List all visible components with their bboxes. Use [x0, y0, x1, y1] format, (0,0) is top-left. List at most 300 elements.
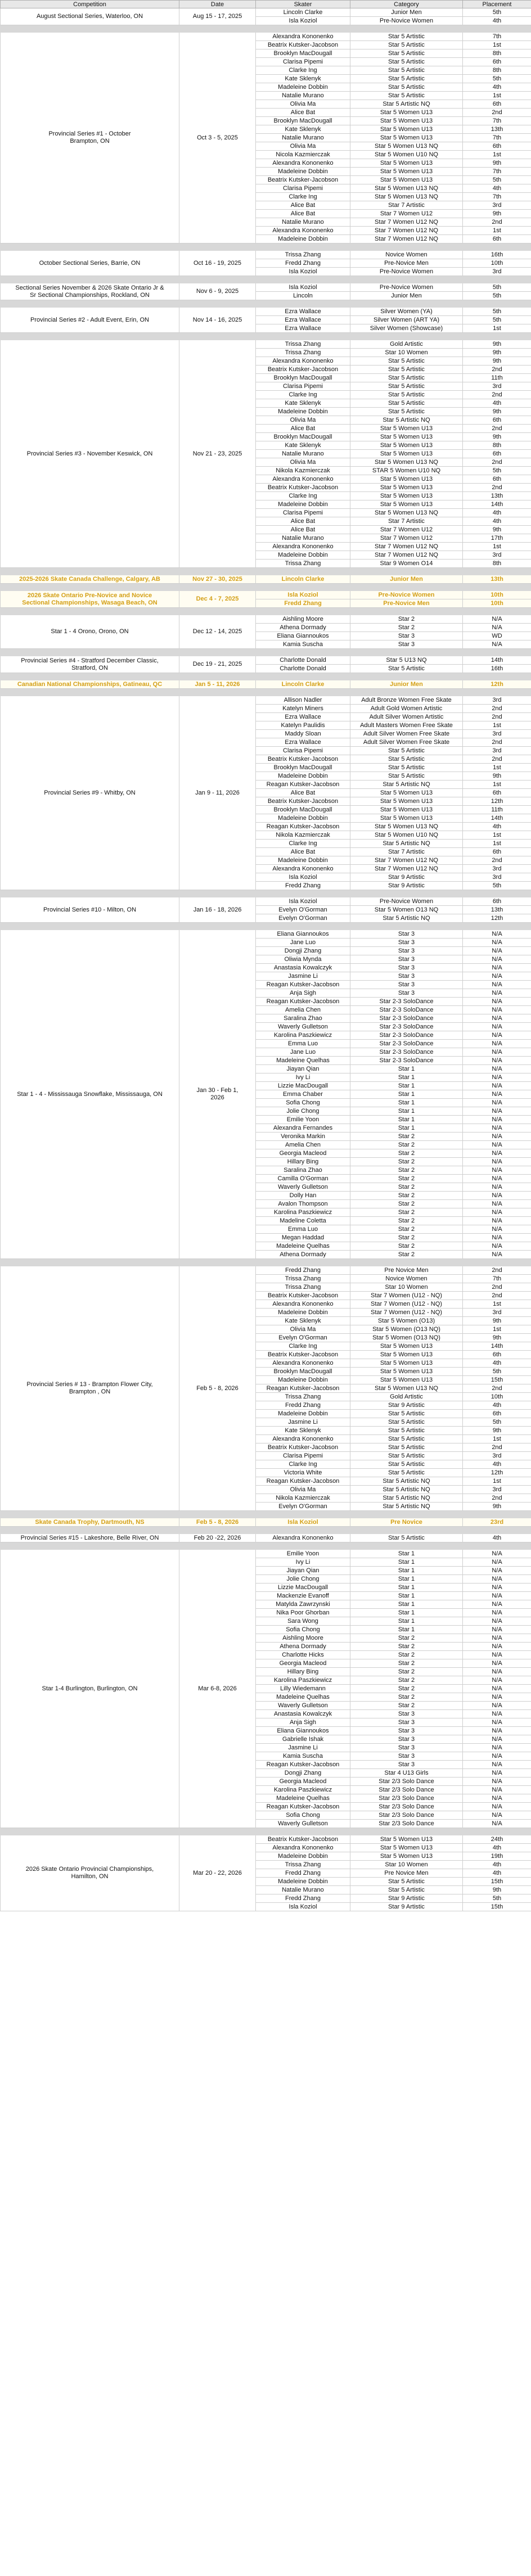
skater-cell: Brooklyn MacDougall — [256, 433, 350, 441]
skater-cell: Nikola Kazmierczak — [256, 467, 350, 475]
event-separator — [1, 673, 531, 680]
placement-cell: 8th — [463, 66, 531, 75]
skater-cell: Alexandra Kononenko — [256, 543, 350, 551]
category-cell: Star 5 Women (O13 NQ) — [350, 1334, 463, 1342]
category-cell: Star 7 Women U12 — [350, 210, 463, 218]
placement-cell: N/A — [463, 947, 531, 955]
skater-cell: Nika Poor Ghorban — [256, 1609, 350, 1617]
placement-cell: 4th — [463, 823, 531, 831]
skater-cell: Trissa Zhang — [256, 349, 350, 357]
date-cell: Jan 5 - 11, 2026 — [179, 680, 256, 689]
category-cell: Star 2 — [350, 1643, 463, 1651]
skater-cell: Madeline Coletta — [256, 1217, 350, 1225]
skater-cell: Waverly Gulletson — [256, 1702, 350, 1710]
category-cell: Star 5 Women U13 — [350, 176, 463, 184]
skater-cell: Olivia Ma — [256, 142, 350, 151]
placement-cell: 9th — [463, 159, 531, 168]
category-cell: Star 9 Artistic — [350, 873, 463, 882]
skater-cell: Alice Bat — [256, 201, 350, 210]
category-cell: Star 2-3 SoloDance — [350, 1023, 463, 1031]
skater-cell: Anastasia Kowalczyk — [256, 1710, 350, 1718]
placement-cell: N/A — [463, 1251, 531, 1259]
skater-cell: Kamia Suscha — [256, 640, 350, 649]
category-cell: Star 2/3 Solo Dance — [350, 1794, 463, 1803]
event-separator — [1, 276, 531, 283]
skater-cell: Sofia Chong — [256, 1099, 350, 1107]
category-cell: Star 5 Women U13 — [350, 425, 463, 433]
category-cell: Star 5 Women U10 NQ — [350, 831, 463, 840]
placement-cell: 2nd — [463, 1266, 531, 1275]
placement-cell: 5th — [463, 283, 531, 292]
placement-cell: 13th — [463, 906, 531, 914]
placement-cell: 5th — [463, 316, 531, 324]
placement-cell: N/A — [463, 1133, 531, 1141]
date-cell: Aug 15 - 17, 2025 — [179, 8, 256, 25]
placement-cell: 4th — [463, 1861, 531, 1869]
skater-cell: Fredd Zhang — [256, 1401, 350, 1410]
skater-cell: Trissa Zhang — [256, 1393, 350, 1401]
skater-cell: Fredd Zhang — [256, 259, 350, 268]
placement-cell: 2nd — [463, 484, 531, 492]
skater-cell: Evelyn O'Gorman — [256, 1503, 350, 1511]
placement-cell: 2nd — [463, 755, 531, 764]
skater-cell: Ezra Wallace — [256, 316, 350, 324]
placement-cell: N/A — [463, 1575, 531, 1584]
category-cell: Adult Gold Women Artistic — [350, 705, 463, 713]
category-cell: Star 5 U13 NQ — [350, 656, 463, 665]
placement-cell: N/A — [463, 1727, 531, 1735]
skater-cell: Beatrix Kutsker-Jacobson — [256, 1835, 350, 1844]
skater-cell: Madeleine Dobbin — [256, 772, 350, 781]
category-cell: Star 3 — [350, 1718, 463, 1727]
placement-cell: N/A — [463, 1794, 531, 1803]
skater-cell: Reagan Kutsker-Jacobson — [256, 1384, 350, 1393]
placement-cell: 13th — [463, 492, 531, 500]
placement-cell: 10th — [463, 591, 531, 599]
category-cell: Star 2 — [350, 1200, 463, 1208]
competition-cell: October Sectional Series, Barrie, ON — [1, 251, 179, 276]
skater-cell: Fredd Zhang — [256, 1894, 350, 1903]
event-separator — [1, 923, 531, 930]
separator-cell — [1, 890, 531, 897]
skater-cell: Clarke Ing — [256, 1460, 350, 1469]
category-cell: Star 5 Artistic NQ — [350, 100, 463, 109]
result-row — [1, 251, 531, 259]
skater-cell: Kate Sklenyk — [256, 125, 350, 134]
placement-cell: 11th — [463, 806, 531, 814]
competition-cell: Skate Canada Trophy, Dartmouth, NS — [1, 1518, 179, 1527]
category-cell: Star 2-3 SoloDance — [350, 1048, 463, 1057]
skater-cell: Reagan Kutsker-Jacobson — [256, 781, 350, 789]
placement-cell: 7th — [463, 33, 531, 41]
category-cell: Pre-Novice Women — [350, 283, 463, 292]
skater-cell: Fredd Zhang — [256, 882, 350, 890]
skater-cell: Clarke Ing — [256, 391, 350, 399]
skater-cell: Brooklyn MacDougall — [256, 374, 350, 382]
placement-cell: 1st — [463, 721, 531, 730]
category-cell: Pre-Novice Women — [350, 17, 463, 25]
category-cell: Star 5 Artistic — [350, 1460, 463, 1469]
category-cell: Star 3 — [350, 1744, 463, 1752]
category-cell: Star 7 Women U12 NQ — [350, 235, 463, 243]
placement-cell: 2nd — [463, 1494, 531, 1503]
result-row — [1, 591, 531, 599]
category-cell: Star 3 — [350, 955, 463, 964]
skater-cell: Madeleine Dobbin — [256, 856, 350, 865]
category-cell: Star 1 — [350, 1600, 463, 1609]
category-cell: Star 2 — [350, 1685, 463, 1693]
category-cell: Star 7 Women U12 NQ — [350, 218, 463, 227]
placement-cell: N/A — [463, 1769, 531, 1778]
category-cell: Star 2 — [350, 1251, 463, 1259]
skater-cell: Hillary Bing — [256, 1668, 350, 1676]
result-row — [1, 1266, 531, 1275]
placement-cell: 17th — [463, 534, 531, 543]
category-cell: Star 5 Artistic — [350, 1410, 463, 1418]
placement-cell: 9th — [463, 210, 531, 218]
placement-cell: N/A — [463, 1735, 531, 1744]
skater-cell: Isla Koziol — [256, 591, 350, 599]
placement-cell: 2nd — [463, 425, 531, 433]
placement-cell: N/A — [463, 1234, 531, 1242]
placement-cell: 6th — [463, 235, 531, 243]
skater-cell: Ivy Li — [256, 1558, 350, 1567]
placement-cell: 2nd — [463, 391, 531, 399]
placement-cell: 1st — [463, 324, 531, 333]
category-cell: Star 2 — [350, 1166, 463, 1175]
competition-cell: Provincial Series #1 - October Brampton, ON — [1, 33, 179, 243]
category-cell: Star 1 — [350, 1124, 463, 1133]
skater-cell: Waverly Gulletson — [256, 1820, 350, 1828]
date-cell: Mar 20 - 22, 2026 — [179, 1835, 256, 1911]
category-cell: Star 2-3 SoloDance — [350, 998, 463, 1006]
placement-cell: 4th — [463, 17, 531, 25]
placement-cell: N/A — [463, 1685, 531, 1693]
category-cell: Pre-Novice Women — [350, 591, 463, 599]
placement-cell: 7th — [463, 117, 531, 125]
skater-cell: Emma Chaber — [256, 1090, 350, 1099]
event-separator — [1, 584, 531, 591]
category-cell: Star 5 Women U13 — [350, 159, 463, 168]
category-cell: Star 2-3 SoloDance — [350, 1031, 463, 1040]
category-cell: Silver Women (ART YA) — [350, 316, 463, 324]
skater-cell: Emma Luo — [256, 1040, 350, 1048]
date-cell: Oct 16 - 19, 2025 — [179, 251, 256, 276]
skater-cell: Natalie Murano — [256, 134, 350, 142]
category-cell: Star 3 — [350, 972, 463, 981]
category-cell: Pre-Novice Women — [350, 268, 463, 276]
placement-cell: N/A — [463, 1048, 531, 1057]
skater-cell: Isla Koziol — [256, 1518, 350, 1527]
placement-cell: N/A — [463, 930, 531, 939]
skater-cell: Madeleine Dobbin — [256, 1410, 350, 1418]
placement-cell: N/A — [463, 1617, 531, 1626]
skater-cell: Alexandra Kononenko — [256, 1435, 350, 1443]
placement-cell: N/A — [463, 1567, 531, 1575]
placement-cell: N/A — [463, 1634, 531, 1643]
skater-cell: Nicola Kazmierczak — [256, 151, 350, 159]
skater-cell: Karolina Paszkiewicz — [256, 1208, 350, 1217]
category-cell: Star 1 — [350, 1584, 463, 1592]
placement-cell: 12th — [463, 1469, 531, 1477]
category-cell: STAR 5 Women U10 NQ — [350, 467, 463, 475]
skater-cell: Fredd Zhang — [256, 1869, 350, 1878]
skater-cell: Reagan Kutsker-Jacobson — [256, 1761, 350, 1769]
placement-cell: 23rd — [463, 1518, 531, 1527]
skater-cell: Jasmine Li — [256, 972, 350, 981]
category-cell: Star 5 Women U13 NQ — [350, 142, 463, 151]
placement-cell: N/A — [463, 1141, 531, 1149]
date-cell: Nov 14 - 16, 2025 — [179, 308, 256, 333]
category-cell: Star 1 — [350, 1116, 463, 1124]
category-cell: Star 5 Women (O13) — [350, 1317, 463, 1325]
separator-cell — [1, 649, 531, 656]
placement-cell: 3rd — [463, 1486, 531, 1494]
event-separator — [1, 890, 531, 897]
category-cell: Star 5 Artistic — [350, 41, 463, 49]
skater-cell: Jane Luo — [256, 939, 350, 947]
category-cell: Star 3 — [350, 964, 463, 972]
category-cell: Star 2 — [350, 1242, 463, 1251]
placement-cell: 3rd — [463, 730, 531, 738]
placement-cell: 5th — [463, 1418, 531, 1427]
skater-cell: Ezra Wallace — [256, 308, 350, 316]
category-cell: Star 1 — [350, 1567, 463, 1575]
skater-cell: Jane Luo — [256, 1048, 350, 1057]
category-cell: Star 1 — [350, 1575, 463, 1584]
category-cell: Star 5 Women U13 — [350, 789, 463, 797]
category-cell: Star 1 — [350, 1082, 463, 1090]
result-row — [1, 897, 531, 906]
category-cell: Star 5 Women U13 — [350, 484, 463, 492]
skater-cell: Lincoln — [256, 292, 350, 300]
skater-cell: Natalie Murano — [256, 218, 350, 227]
category-cell: Star 5 Women U13 — [350, 1844, 463, 1852]
placement-cell: N/A — [463, 998, 531, 1006]
placement-cell: 1st — [463, 840, 531, 848]
category-cell: Star 9 Artistic — [350, 882, 463, 890]
result-row — [1, 283, 531, 292]
competition-cell: Star 1-4 Burlington, Burlington, ON — [1, 1550, 179, 1828]
category-cell: Star 7 Women U12 — [350, 534, 463, 543]
placement-cell: N/A — [463, 981, 531, 989]
skater-cell: Lincoln Clarke — [256, 680, 350, 689]
category-cell: Star 7 Women U12 NQ — [350, 227, 463, 235]
placement-cell: N/A — [463, 1116, 531, 1124]
category-cell: Star 2/3 Solo Dance — [350, 1820, 463, 1828]
placement-cell: 9th — [463, 1503, 531, 1511]
placement-cell: N/A — [463, 1718, 531, 1727]
skater-cell: Alice Bat — [256, 848, 350, 856]
category-cell: Star 5 Artistic — [350, 1452, 463, 1460]
category-cell: Gold Artistic — [350, 340, 463, 349]
separator-cell — [1, 1259, 531, 1266]
category-cell: Star 1 — [350, 1592, 463, 1600]
skater-cell: Madeleine Quelhas — [256, 1057, 350, 1065]
skater-cell: Brooklyn MacDougall — [256, 764, 350, 772]
skater-cell: Reagan Kutsker-Jacobson — [256, 823, 350, 831]
competition-cell: 2026 Skate Ontario Pre-Novice and Novice Sectional Championships, Wasaga Beach, ON — [1, 591, 179, 608]
skater-cell: Lincoln Clarke — [256, 575, 350, 584]
separator-cell — [1, 673, 531, 680]
category-cell: Star 1 — [350, 1617, 463, 1626]
category-cell: Star 5 Women U13 — [350, 441, 463, 450]
skater-cell: Avalon Thompson — [256, 1200, 350, 1208]
category-cell: Star 10 Women — [350, 1283, 463, 1292]
result-row — [1, 1835, 531, 1844]
placement-cell: 8th — [463, 49, 531, 58]
skater-cell: Beatrix Kutsker-Jacobson — [256, 1351, 350, 1359]
category-cell: Star 5 Women U13 NQ — [350, 184, 463, 193]
skater-cell: Kate Sklenyk — [256, 1317, 350, 1325]
date-cell: Nov 6 - 9, 2025 — [179, 283, 256, 300]
placement-cell: N/A — [463, 989, 531, 998]
separator-cell — [1, 1828, 531, 1835]
date-cell: Jan 30 - Feb 1, 2026 — [179, 930, 256, 1259]
skater-cell: Brooklyn MacDougall — [256, 117, 350, 125]
category-cell: Star 5 Artistic — [350, 1435, 463, 1443]
skater-cell: Eliana Giannoukos — [256, 632, 350, 640]
category-cell: Star 3 — [350, 981, 463, 989]
skater-cell: Beatrix Kutsker-Jacobson — [256, 366, 350, 374]
placement-cell: 5th — [463, 467, 531, 475]
category-cell: Star 7 Artistic — [350, 848, 463, 856]
category-cell: Star 9 Women O14 — [350, 560, 463, 568]
placement-cell: 4th — [463, 509, 531, 517]
skater-cell: Karolina Paszkiewicz — [256, 1031, 350, 1040]
category-cell: Star 7 Women (U12 - NQ) — [350, 1292, 463, 1300]
skater-cell: Alexandra Kononenko — [256, 33, 350, 41]
category-cell: Star 3 — [350, 1710, 463, 1718]
skater-cell: Clarisa Pipemi — [256, 184, 350, 193]
placement-cell: N/A — [463, 1175, 531, 1183]
skater-cell: Ivy Li — [256, 1073, 350, 1082]
placement-cell: 12th — [463, 797, 531, 806]
category-cell: Star 5 Women U13 — [350, 797, 463, 806]
category-cell: Star 2 — [350, 1234, 463, 1242]
category-cell: Star 5 Artistic — [350, 1534, 463, 1542]
skater-cell: Madeleine Quelhas — [256, 1794, 350, 1803]
skater-cell: Trissa Zhang — [256, 560, 350, 568]
placement-cell: 9th — [463, 1427, 531, 1435]
placement-cell: 6th — [463, 848, 531, 856]
competition-cell: Provincial Series #15 - Lakeshore, Belle River, ON — [1, 1534, 179, 1542]
skater-cell: Alice Bat — [256, 109, 350, 117]
placement-cell: N/A — [463, 1702, 531, 1710]
placement-cell: N/A — [463, 1626, 531, 1634]
category-cell: Star 7 Women U12 NQ — [350, 856, 463, 865]
category-cell: Star 5 Artistic — [350, 764, 463, 772]
placement-cell: 1st — [463, 831, 531, 840]
category-cell: Star 7 Women (U12 - NQ) — [350, 1309, 463, 1317]
placement-cell: 3rd — [463, 1452, 531, 1460]
event-separator — [1, 1542, 531, 1550]
event-separator — [1, 300, 531, 308]
skater-cell: Beatrix Kutsker-Jacobson — [256, 484, 350, 492]
skater-cell: Matylda Zawrzynski — [256, 1600, 350, 1609]
skater-cell: Madeleine Dobbin — [256, 500, 350, 509]
skater-cell: Reagan Kutsker-Jacobson — [256, 981, 350, 989]
skater-cell: Clarisa Pipemi — [256, 1452, 350, 1460]
skater-cell: Brooklyn MacDougall — [256, 1368, 350, 1376]
skater-cell: Lizzie MacDougall — [256, 1584, 350, 1592]
category-cell: Star 3 — [350, 1735, 463, 1744]
placement-cell: 6th — [463, 450, 531, 458]
placement-cell: N/A — [463, 1668, 531, 1676]
placement-cell: N/A — [463, 1124, 531, 1133]
category-cell: Star 5 Artistic — [350, 357, 463, 366]
category-cell: Star 2 — [350, 1158, 463, 1166]
skater-cell: Trissa Zhang — [256, 1283, 350, 1292]
placement-cell: N/A — [463, 1609, 531, 1617]
placement-cell: 3rd — [463, 1309, 531, 1317]
placement-cell: N/A — [463, 1107, 531, 1116]
category-cell: Star 5 Artistic — [350, 366, 463, 374]
category-cell: Star 3 — [350, 989, 463, 998]
category-cell: Star 7 Women U12 NQ — [350, 543, 463, 551]
category-cell: Junior Men — [350, 680, 463, 689]
skater-cell: Madeleine Dobbin — [256, 1376, 350, 1384]
placement-cell: 5th — [463, 882, 531, 890]
placement-cell: 3rd — [463, 873, 531, 882]
placement-cell: N/A — [463, 1031, 531, 1040]
placement-cell: N/A — [463, 1006, 531, 1014]
skater-cell: Brooklyn MacDougall — [256, 806, 350, 814]
placement-cell: 3rd — [463, 201, 531, 210]
placement-cell: 3rd — [463, 747, 531, 755]
category-cell: Star 5 Artistic — [350, 1878, 463, 1886]
skater-cell: Madeleine Dobbin — [256, 1852, 350, 1861]
category-cell: Star 5 Women U13 — [350, 1376, 463, 1384]
category-cell: Star 5 Artistic NQ — [350, 914, 463, 923]
placement-cell: 6th — [463, 1410, 531, 1418]
placement-cell: N/A — [463, 1192, 531, 1200]
skater-cell: Sofia Chong — [256, 1626, 350, 1634]
skater-cell: Charlotte Hicks — [256, 1651, 350, 1659]
skater-cell: Alice Bat — [256, 526, 350, 534]
placement-cell: N/A — [463, 615, 531, 624]
category-cell: Star 3 — [350, 947, 463, 955]
result-row — [1, 1534, 531, 1542]
skater-cell: Sofia Chong — [256, 1811, 350, 1820]
skater-cell: Megan Haddad — [256, 1234, 350, 1242]
placement-cell: N/A — [463, 972, 531, 981]
category-cell: Star 3 — [350, 1752, 463, 1761]
skater-cell: Natalie Murano — [256, 534, 350, 543]
separator-cell — [1, 276, 531, 283]
category-cell: Star 2/3 Solo Dance — [350, 1778, 463, 1786]
category-cell: Star 7 Women U12 — [350, 526, 463, 534]
placement-cell: 3rd — [463, 551, 531, 560]
skater-cell: Isla Koziol — [256, 1903, 350, 1911]
date-cell: Feb 5 - 8, 2026 — [179, 1518, 256, 1527]
category-cell: Star 3 — [350, 939, 463, 947]
skater-cell: Kate Sklenyk — [256, 399, 350, 408]
skater-cell: Alice Bat — [256, 425, 350, 433]
category-cell: Star 3 — [350, 930, 463, 939]
skater-cell: Jolie Chong — [256, 1575, 350, 1584]
skater-cell: Veronika Markin — [256, 1133, 350, 1141]
category-cell: Star 9 Artistic — [350, 1894, 463, 1903]
placement-cell: 6th — [463, 1351, 531, 1359]
placement-cell: 6th — [463, 416, 531, 425]
category-cell: Star 5 Artistic NQ — [350, 781, 463, 789]
placement-cell: N/A — [463, 1208, 531, 1217]
category-cell: Star 2-3 SoloDance — [350, 1040, 463, 1048]
category-cell: Star 5 Women U13 — [350, 1835, 463, 1844]
skater-cell: Karolina Paszkiewicz — [256, 1786, 350, 1794]
category-cell: Star 5 Women U13 NQ — [350, 193, 463, 201]
